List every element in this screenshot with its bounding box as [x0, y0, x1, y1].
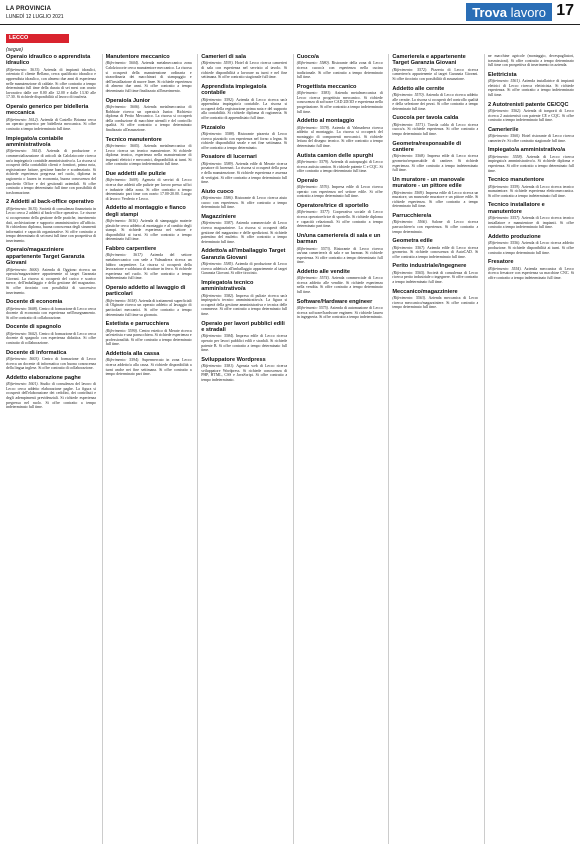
job-ad: [6, 54, 96, 100]
job-ad-body: [106, 144, 192, 167]
job-ad-reference: (Riferimento: 5606).: [105, 104, 141, 109]
job-ad-title: Manutentore meccanico: [105, 54, 170, 60]
job-ad-title: Addetto/a all'imballaggio Target Garanzia Giovani: [201, 248, 286, 261]
job-ad-text: ne macchine agricole (montaggio, decespugliatori, trasmissioni). Si offre contratto a tempo determinato full time con prospettiva di inserimento in azienda.: [487, 54, 574, 68]
job-ad-title: Parrucchiere/a: [392, 212, 432, 219]
job-ad-body: [106, 253, 192, 281]
job-ad: [488, 259, 574, 280]
job-ad-reference: (Riferimento: 5557).: [487, 216, 521, 221]
job-ad-reference: (Riferimento: 5608).: [6, 306, 38, 311]
job-ad-text: Azienda metalmeccanica di Lecco ricerca progettista meccanico. Si richiede conoscenza di software CAD 2D/3D e esperienza nella progettazione. Si offre contratto a tempo indeterminato full time.: [296, 91, 383, 114]
job-ad-body: [392, 68, 478, 82]
job-ad-reference: (Riferimento: 5571).: [392, 122, 426, 127]
trova-lavoro-brand: [466, 3, 552, 21]
publication-date: LUNEDÌ 12 LUGLIO 2021: [6, 14, 64, 20]
job-ad-reference: (Riferimento: 5568).: [392, 154, 426, 159]
job-ad-title: Tecnico installatore e manutentore: [487, 202, 545, 215]
job-ad-title: Elettricista: [487, 71, 517, 78]
job-ad-reference: (Riferimento: 5574).: [296, 276, 330, 281]
job-ad-reference: (Riferimento: 5576).: [296, 185, 330, 190]
job-ad: [106, 321, 192, 347]
job-ad-title: Docente di spagnolo: [6, 324, 62, 331]
job-ad: [106, 246, 192, 281]
job-ad: [297, 299, 383, 320]
job-ad-text: Azienda di Lecco ricerca tecnico installatore e manutentore di impianti. Si offre contratto a tempo indeterminato full time.: [487, 216, 574, 230]
job-ad-reference: (Riferimento: 5613).: [6, 67, 41, 72]
job-ad-body: [201, 364, 287, 382]
job-ad-text: Ristorante della zona di Lecco ricerca cuoco/a con esperienza nella cucina tradizionale. Si offre contratto a tempo determinato full time.: [296, 61, 383, 80]
job-ad-title: Camerieri/e: [487, 126, 519, 133]
job-ad-text: Azienda commerciale di Lecco ricerca magazziniere. La risorsa si occuperà della gestione del magazzino e delle spedizioni. Si richiede patentino del muletto. Si offre contratto a tempo determinato full time.: [201, 221, 288, 244]
job-ad-body: [6, 332, 96, 346]
job-ad-body: [106, 61, 192, 93]
job-ad-reference: (Riferimento: 5601).: [6, 382, 39, 387]
job-ad-body: [106, 178, 192, 201]
job-ad-title: Fresatore: [487, 259, 514, 266]
job-ad-body: [488, 109, 574, 123]
job-ad: [392, 54, 478, 82]
job-ad-title: Addetto/a alla cassa: [105, 351, 160, 357]
job-ad-reference: (Riferimento: 5588).: [201, 131, 236, 136]
job-ad: [392, 115, 478, 136]
job-ad: [106, 137, 192, 167]
job-ad-reference: (Riferimento: 5577).: [296, 210, 331, 215]
job-ad: [392, 238, 478, 259]
job-ad-reference: (Riferimento: 5590).: [105, 328, 138, 333]
job-ad-reference: (Riferimento: 5558).: [487, 154, 523, 159]
job-ad-body: [488, 185, 574, 199]
job-ad-reference: (Riferimento: 5569).: [392, 190, 425, 195]
job-ad-text: Impresa edile di Lecco ricerca operaio per lavori pubblici edili e stradali. Si richiede patente B. Si offre contratto a tempo determinato full time.: [201, 334, 288, 353]
job-ad-reference: (Riferimento: 5554).: [487, 266, 522, 271]
job-ad-reference: (Riferimento: 5570).: [392, 93, 425, 97]
job-ad-text: Azienda meccanica di Lecco ricerca fresatore con esperienza su macchine CNC. Si offre contratto a tempo indeterminato full time.: [487, 266, 574, 280]
listing-column: [102, 54, 192, 844]
job-ad-body: [392, 123, 478, 137]
job-ad-body: [488, 79, 574, 97]
job-ad-title: Cuoco/a per tavola calda: [392, 115, 459, 122]
job-ad-body: [297, 247, 383, 265]
job-ad: [488, 72, 574, 98]
job-ad-reference: (Riferimento: 5565).: [392, 270, 426, 275]
job-ad-body: [6, 268, 96, 296]
job-ad-body: [297, 126, 383, 149]
job-ad: [201, 189, 287, 210]
job-ad-title: Meccanico/magazziniere: [392, 288, 458, 295]
job-ad: [201, 154, 287, 184]
job-ad: [6, 199, 96, 243]
job-ad-text: Azienda di impianti idraulici, orientato il cliente Bellano, cerca qualificato idraulico e apprendista idraulico, con almeno due anni di esperienza nelle manutenzione di caldaie. Si offre contratto a tempo determinato full time della durata di sei mesi con orario lavorativo dalle ore 8.00 alle 12.00 e dalle 13.30 alle 17.30. Si richiede disponibilità al lavoro di trasferta.: [6, 67, 96, 100]
job-ad: [106, 54, 192, 94]
job-ad-title: Fabbro carpentiere: [105, 246, 157, 253]
job-ad-text: Centro di formazione di Lecco cerca docente di spagnolo con esperienza didattica. Si offre contratto di collaborazione.: [6, 331, 96, 346]
job-ad-reference: (Riferimento: 5589).: [201, 161, 234, 166]
job-ad-title: Sviluppatore Wordpress: [201, 356, 266, 363]
job-ad: [106, 171, 192, 201]
job-ad-body: [6, 382, 96, 410]
job-ad-text: Società di consulenza di Lecco ricerca perito industriale o ingegnere. Si offre contratto a tempo indeterminato full time.: [392, 270, 479, 284]
job-ad-body: [488, 216, 574, 230]
job-ad-text: Ristorante di Lecco ricerca un/una cameriere/a di sala e un barman. Si richiede esperienza. Si offre contratto a tempo determinato full time.: [296, 246, 383, 265]
job-ad-body: [201, 221, 287, 244]
job-ad-text: Pizzeria di Lecco ricerca cameriere/a appartenente al target Garanzia Giovani. Si offre tirocinio con possibilità di assunzione.: [392, 67, 479, 81]
job-ad-title: Operatore/trice di sportello: [296, 202, 369, 209]
job-ad-text: Azienda di Lecco ricerca un/a apprendista impiegato/a contabile. La risorsa si occuperà della registrazione prima nota e del supporto alla contabilità. Si richiede diploma di ragioneria. Si offre contratto di apprendistato full time.: [201, 97, 288, 120]
job-ad-reference: (Riferimento: 5556).: [487, 241, 521, 246]
job-ad-body: [488, 54, 574, 68]
job-ad-reference: (Riferimento: 5594).: [105, 358, 140, 363]
job-ad: [201, 321, 287, 353]
job-ad-body: [6, 68, 96, 100]
job-ad-body: [106, 219, 192, 242]
job-ad-body: [6, 207, 96, 244]
job-ad-text: Hotel di Lecco ricerca camerieri di sala con esperienza nel servizio al tavolo. Si richiede disponibilità a lavorare su turni e nel fine settimana. Si offre contratto stagionale full time.: [201, 61, 288, 80]
job-ad-title: 2 Addetti al back-office operativo: [6, 199, 94, 206]
job-ad-reference: (Riferimento: 5618).: [105, 298, 138, 303]
job-ad-title: Estetista e parrucchiera: [105, 321, 170, 328]
job-ad-reference: (Riferimento: 5602).: [6, 331, 38, 336]
job-ad-reference: (Riferimento: 5562).: [487, 108, 522, 113]
job-ad: [488, 102, 574, 123]
job-ad-reference: (Riferimento: 5561).: [487, 79, 521, 84]
job-ad-body: [6, 149, 96, 195]
job-ad-body: [201, 132, 287, 150]
job-ad-title: Tecnico manutentore: [105, 136, 162, 143]
job-ad: [392, 213, 478, 234]
job-ad-title: Docente di informatica: [6, 349, 67, 356]
job-ad-text: Impresa di pulizie ricerca un/a impiegato/a tecnico amministrativo/a. La figura si occuperà della gestione amministrativa e tecnica delle commesse. Si offre contratto a tempo determinato full time.: [201, 293, 288, 317]
job-ad-text: Centro di formazione di Lecco ricerca un docente di informatica con buona conoscenza della lingua inglese. Si offre contratto di collaborazione.: [6, 357, 96, 371]
job-ad-text: Azienda di produzione di Lecco ricerca addetto/a all'imballaggio appartenente al target Garanzia Giovani. Si offre tirocinio.: [201, 262, 288, 276]
job-ad: [106, 98, 192, 133]
job-ad-title: Pizzaiolo: [201, 124, 226, 131]
job-ad: [297, 118, 383, 148]
job-ad-text: Centro di formazione di Lecco cerca docente di economia con esperienza nell'insegnamento. Si offre contratto di collaborazione.: [6, 306, 96, 320]
job-ad-text: Impresa edile di Lecco ricerca geometra/responsabile di cantiere. Si richiede esperienza. Si offre contratto a tempo indeterminato full time.: [392, 154, 479, 173]
job-ad: [201, 280, 287, 317]
job-ad: [392, 289, 478, 310]
job-ad-body: [106, 299, 192, 317]
job-ad-text: Azienda di Lecco ricerca impiegato/a amministrativo/a. Si richiede diploma e esperienza. Si offre contratto a tempo determinato full time.: [487, 154, 574, 173]
job-ad-text: Agenzia web di Lecco ricerca sviluppatore Wordpress. Si richiede conoscenza di PHP, HTML, CSS e JavaScript. Si offre contratto a tempo indeterminato.: [201, 364, 288, 383]
job-ad-title: Addetto al montaggio e fianco degli stampi: [105, 205, 186, 218]
job-ad-reference: (Riferimento: 5572).: [392, 67, 428, 72]
job-ad-body: [6, 307, 96, 321]
job-ad-text: Centro estetico di Merate ricerca un'estetista e una parrucchiera. Si richiede esperienza e professionalità. Si offre contratto a tempo determinato full time.: [105, 328, 192, 347]
job-ad-title: Operaio/magazziniere appartenente Target Garanzia Giovani: [6, 247, 85, 267]
job-ad-text: Azienda di Lecco ricerca tecnico manutentore. Si richiede esperienza elettromeccanica. Si offre contratto a tempo indeterminato full time.: [487, 184, 574, 198]
job-ad-title: Cuoco/a: [296, 54, 319, 60]
job-ad: [6, 136, 96, 196]
job-ad-reference: (Riferimento: 5583).: [296, 91, 332, 96]
job-ad: [297, 203, 383, 229]
job-ad-body: [297, 210, 383, 228]
job-ad-text: Supermercato in zona Lecco ricerca addetto/a alla cassa. Si richiede disponibilità a turni anche nei fine settimana. Si offre contratto a tempo determinato part time.: [105, 358, 192, 377]
job-listings-columns: [6, 54, 574, 844]
job-ad-body: [297, 160, 383, 174]
job-ad-title: Due addetti alle pulizie: [105, 170, 166, 177]
job-ad-reference: (Riferimento: 5604).: [105, 61, 140, 66]
job-ad-reference: (Riferimento: 5614).: [6, 149, 42, 154]
job-ad-body: [106, 105, 192, 133]
job-ad: [297, 84, 383, 114]
job-ad-title: Addetto alle cernite: [392, 85, 445, 92]
page-header: [0, 0, 580, 30]
job-ad-reference: (Riferimento: 5603).: [6, 357, 40, 362]
job-ad-text: Azienda installatrice di impianti elettrici di Lecco ricerca elettricista. Si richiede esperienza. Si offre contratto a tempo indeterminato full time.: [487, 79, 574, 97]
job-ad-text: Azienda di trasporti di Lecco ricerca 2 autotrenisti con patente CE e CQC. Si offre contratto a tempo indeterminato full time.: [487, 108, 574, 123]
job-ad: [297, 269, 383, 295]
job-ad-text: Azienda di produzione e commercializzazione di articoli da Calolziocorte ricerca un/a impiegato/a contabile amministrativo/a. La risorsa si occuperà della contabilità clienti e fornitori, prima nota, registrazione fatture, gestione banche e scadenziario. Si richiede esperienza pregressa nel ruolo, diploma in ragioneria o laurea in economia, buona conoscenza del pacchetto Office e dei gestionali aziendali. Si offre contratto a tempo determinato full time con possibilità di trasformazione.: [6, 149, 96, 195]
job-ad-body: [201, 61, 287, 79]
job-ad-reference: (Riferimento: 5559).: [487, 184, 521, 189]
section-continued-label: (segue): [6, 47, 23, 53]
job-ad-reference: (Riferimento: 5575).: [296, 306, 329, 311]
job-ad-reference: (Riferimento: 5580).: [296, 61, 330, 66]
job-ad-title: Operaio generico per bidelleria meccanica: [6, 103, 89, 117]
job-ad: [201, 248, 287, 276]
job-ad: [106, 351, 192, 377]
job-ad-text: Azienda di automazione di Lecco ricerca software/hardware engineer. Si richiede laurea in ingegneria. Si offre contratto a tempo indeterminato.: [296, 306, 383, 320]
job-ad-body: [392, 271, 478, 285]
job-ad: [488, 147, 574, 173]
job-ad-reference: (Riferimento: 5578).: [296, 125, 330, 130]
job-ad-title: Perito industriale/ingegnere: [392, 263, 467, 270]
job-ad: [392, 86, 478, 112]
job-ad: [6, 104, 96, 132]
job-ad: [201, 125, 287, 151]
job-ad-text: Azienda di Lecco ricerca addetto alle cernite. La risorsa si occuperà del controllo qualità e della selezione dei pezzi. Si offre contratto a tempo determinato full time.: [392, 93, 479, 111]
job-ad-reference: (Riferimento: 5584).: [201, 334, 235, 339]
job-ad-reference: (Riferimento: 5560).: [487, 134, 521, 139]
job-ad-title: Addetto alle vendite: [296, 268, 350, 275]
job-ad-body: [297, 91, 383, 114]
job-ad-title: Addetto produzione: [487, 233, 541, 240]
job-ad: [392, 141, 478, 173]
job-ad-text: Salone di Lecco ricerca parrucchiere/a con esperienza. Si offre contratto a tempo determinato.: [392, 220, 479, 234]
job-ad-text: Hotel ristorante di Lecco ricerca camerieri/e. Si offre contratto stagionale full time.: [487, 134, 574, 143]
job-ad: [201, 84, 287, 121]
job-ad-title: Software/Hardware engineer: [296, 298, 373, 305]
job-ad-body: [392, 246, 478, 260]
brand-light: lavoro: [510, 5, 546, 20]
job-ad: [6, 299, 96, 320]
listing-column: [388, 54, 478, 844]
job-ad-text: Società di consulenza finanziaria in Lecco cerca 2 addetti al back-office operativo. Le risorse si occuperanno della gestione delle pratiche, inserimento dati, archiviazione e supporto amministrativo all'ufficio. Si richiedono diploma, buona conoscenza degli strumenti informatici e capacità organizzative. Si offre contratto a tempo determinato di sei mesi full time con prospettiva di inserimento.: [6, 206, 96, 243]
job-ad-text: Azienda metalmeccanica di Robbiate ricerca un operaio/a Junior. Richiesto diploma di Perito Meccanico. La risorsa si occuperà della conduzione di macchine utensili e del controllo qualità. Si offre contratto a tempo determinato finalizzato all'assunzione.: [105, 104, 192, 132]
job-ad-text: Azienda di Oggiono ricerca un operaio/magazziniere appartenente al target Garanzia Giovani. La risorsa si occuperà del carico e scarico merce, dell'imballaggio e della gestione del magazzino. Si offre tirocinio con possibilità di successivo inserimento.: [6, 267, 96, 295]
job-ad-title: Operaio addetto al lavaggio di particolari: [105, 285, 186, 298]
job-ad: [488, 127, 574, 144]
job-ad-body: [6, 118, 96, 132]
job-ad: [6, 324, 96, 345]
job-ad-body: [201, 262, 287, 276]
job-ad-title: Cameriere/a e appartenente Target Garanzia Giovani: [392, 54, 466, 67]
job-ad-body: [201, 334, 287, 352]
job-ad-title: Un muratore - un manovale muratore - un pittore edile: [392, 176, 465, 190]
job-ad-text: Azienda di trattamenti superficiali di Olginate ricerca un operaio addetto al lavaggio di particolari meccanici. Si offre contratto a tempo determinato full time su giornata.: [105, 298, 192, 317]
job-ad-text: Tavola calda di Lecco ricerca cuoco/a. Si richiede esperienza. Si offre contratto a tempo determinato full time.: [392, 122, 479, 136]
job-ad-body: [392, 93, 478, 111]
page-number: 17: [556, 2, 574, 19]
listing-column: [293, 54, 383, 844]
job-ad-title: Progettista meccanico: [296, 83, 357, 90]
job-ad-text: Azienda edile di Lecco ricerca geometra. Si richiede conoscenza di AutoCAD. Si offre contratto a tempo indeterminato full time.: [392, 245, 479, 259]
job-ad: [6, 247, 96, 295]
job-ad-body: [106, 358, 192, 376]
job-ad-reference: (Riferimento: 5592).: [201, 97, 235, 102]
job-ad-title: Apprendista impiegato/a contabile: [201, 83, 267, 97]
job-ad-body: [488, 241, 574, 255]
job-ad-text: Azienda meccanica di Lecco ricerca meccanico/magazziniere. Si offre contratto a tempo determinato full time.: [392, 295, 479, 310]
job-ad-title: Operaio idraulico o apprendista idraulico: [6, 54, 91, 67]
job-ad: [297, 153, 383, 174]
job-ad-title: 2 Autotrenisti patente CE/CQC: [487, 101, 569, 108]
job-ad-text: Azienda metalmeccanica di Lecco ricerca un tecnico manutentore. Si richiede diploma tecnico, esperienza nella manutenzione di impianti elettrici e meccanici, disponibilità ai turni. Si offre contratto a tempo indeterminato full time.: [105, 143, 192, 167]
job-ad-text: Azienda commerciale di Lecco ricerca addetto alle vendite. Si richiede esperienza nella vendita. Si offre contratto a tempo determinato full time.: [296, 276, 383, 295]
job-ad-text: Azienda di Castello Brianza cerca un operaio generico per bidelleria meccanica. Si offre contratto a tempo indeterminato full time.: [6, 117, 96, 131]
job-ad-text: Azienda metalmeccanica zona Calolziocorte cerca manutentore meccanico. La risorsa si occuperà della manutenzione ordinaria e straordinaria dei macchinari di stampaggio e dell'installazione di nuove linee. Si richiede esperienza di almeno due anni. Si offre contratto a tempo determinato full time finalizzato all'inserimento.: [105, 61, 192, 93]
job-ad-reference: (Riferimento: 5582).: [201, 293, 235, 298]
job-ad-body: [392, 220, 478, 234]
job-ad: [201, 54, 287, 80]
job-ad-reference: (Riferimento: 5587).: [201, 221, 235, 226]
job-ad-reference: (Riferimento: 5567).: [392, 245, 426, 250]
job-ad-title: Magazziniere: [201, 213, 237, 220]
job-ad-title: Camerieri di sala: [201, 54, 246, 60]
job-ad-body: [6, 357, 96, 371]
section-tag: LECCO: [6, 34, 69, 43]
job-ad-body: [297, 185, 383, 199]
job-ad-reference: (Riferimento: 5593).: [201, 61, 234, 66]
job-ad: [392, 263, 478, 284]
job-ad-body: [201, 294, 287, 317]
job-ad: [6, 350, 96, 371]
job-ad-reference: (Riferimento: 5566).: [392, 220, 428, 225]
job-ad-text: Azienda di Lecco ricerca addetto produzione. Si richiede disponibilità ai turni. Si offre contratto a tempo determinato full time.: [487, 241, 574, 255]
job-ad-body: [488, 134, 574, 143]
job-ad: [488, 54, 574, 68]
job-ad-title: Geometra/responsabile di cantiere: [392, 140, 462, 153]
job-ad-text: Ristorante di Lecco ricerca aiuto cuoco con esperienza. Si offre contratto a tempo determinato full time.: [201, 196, 288, 210]
brand-bold: Trova: [472, 5, 507, 20]
job-ad-text: Azienda del settore metalmeccanico con sede a Valmadrera ricerca un fabbro carpentiere. La risorsa si occuperà della lavorazione e saldatura di strutture in ferro. Si richiede esperienza nel ruolo. Si offre contratto a tempo indeterminato full time.: [105, 253, 192, 281]
job-ad-title: Impiegato/a amministrativo/a: [487, 147, 566, 154]
job-ad-title: Addetto elaborazione paghe: [6, 374, 81, 381]
job-ad: [488, 202, 574, 230]
job-ad-reference: (Riferimento: 5616).: [105, 219, 139, 224]
job-ad-text: Ristorante pizzeria di Lecco ricerca pizzaiolo con esperienza nel forno a legna. Si richiede disponibilità serale e nei fine settimana. Si offre contratto a tempo determinato.: [201, 131, 288, 150]
listing-column: [6, 54, 96, 844]
job-ad-body: [392, 191, 478, 209]
job-ad-reference: (Riferimento: 5586).: [201, 196, 234, 201]
job-ad: [488, 177, 574, 198]
job-ad-body: [201, 98, 287, 121]
job-ad: [297, 178, 383, 199]
job-ad-title: Docente di economia: [6, 299, 63, 306]
job-ad-title: Addetto al montaggio: [296, 118, 355, 125]
job-ad-text: Impresa edile di Lecco ricerca un muratore, un manovale muratore e un pittore edile. Si richiede esperienza. Si offre contratto a tempo determinato full time.: [392, 190, 479, 209]
job-ad-body: [297, 276, 383, 294]
job-ad-title: Geometra edile: [392, 238, 433, 245]
job-ad-text: Azienda di stampaggio materie plastiche cerca addetto al montaggio e al cambio degli stampi. Si richiede esperienza nel settore e disponibilità ai turni. Si offre contratto a tempo determinato full time.: [105, 219, 192, 242]
job-ad-title: Impiegato/a contabile amministrativo/a: [6, 135, 64, 148]
job-ad-title: Autista camion delle spurghi: [296, 152, 374, 159]
job-ad-text: Agenzia di servizi di Lecco ricerca due addetti alle pulizie per lavoro presso uffici e industrie della zona. Si offre contratto a tempo determinato part time con orario 17.00-20.00. Luogo di lavoro: Verderio e Lecco.: [105, 178, 192, 201]
job-ad-body: [488, 155, 574, 173]
job-ad: [201, 357, 287, 383]
job-ad: [488, 234, 574, 255]
job-ad-title: Tecnico manutentore: [487, 177, 545, 184]
job-ad-body: [201, 162, 287, 185]
job-ad-reference: (Riferimento: 5573).: [296, 246, 331, 251]
job-ad-body: [297, 61, 383, 79]
job-ad: [297, 233, 383, 265]
job-ad-text: Azienda di autospurghi di Lecco ricerca autista camion. Si richiede patente C e CQC. Si offre contratto a tempo determinato full time.: [296, 159, 383, 174]
job-ad-title: Operaio: [296, 177, 318, 184]
job-ad-title: Un/una cameriere/a di sala e un barman: [296, 232, 381, 246]
job-ad-title: Posatore di lucernari: [201, 154, 257, 161]
job-ad-body: [201, 196, 287, 210]
job-ad-title: Aiuto cuoco: [201, 188, 234, 195]
job-ad-reference: (Riferimento: 5612).: [6, 117, 39, 122]
job-ad-body: [297, 306, 383, 320]
job-ad-reference: (Riferimento: 5581).: [201, 364, 235, 369]
job-ad-reference: (Riferimento: 5605).: [105, 143, 141, 148]
job-ad-reference: (Riferimento: 5609).: [105, 178, 140, 183]
job-ad-text: Impresa edile di Lecco ricerca operaio con esperienza nel settore edile. Si offre contratto a tempo determinato full time.: [296, 185, 383, 199]
job-ad-text: Azienda di Valmadrera ricerca addetto al montaggio. La risorsa si occuperà del montaggio di componenti meccanici. Si richiede lettura del disegno tecnico. Si offre contratto a tempo determinato full time.: [296, 125, 383, 148]
job-ad-reference: (Riferimento: 5579).: [296, 159, 330, 164]
job-ad-reference: (Riferimento: 5617).: [105, 253, 144, 258]
job-ad-reference: (Riferimento: 5600).: [6, 267, 40, 272]
job-ad: [106, 205, 192, 242]
job-ad: [106, 285, 192, 317]
job-ad-title: Operaio/a Junior: [105, 97, 151, 104]
job-ad-text: Cooperativa sociale di Lecco ricerca operatore/trice di sportello. Si richiede diploma e capacità relazionali. Si offre contratto a tempo determinato part time.: [296, 210, 383, 229]
job-ad: [6, 375, 96, 410]
job-ad-title: Impiegato/a tecnico amministrativo/a: [201, 279, 254, 293]
header-rule: [0, 24, 580, 25]
job-ad-text: Studio di consulenza del lavoro di Lecco cerca addetto elaborazione paghe. La figura si occuperà dell'elaborazione dei cedolini, dei contributi e degli adempimenti previdenziali. Si richiede esperienza pregressa nel ruolo. Si offre contratto a tempo indeterminato full time.: [6, 382, 96, 410]
job-ad-title: Operaio per lavori pubblici edili e stradali: [201, 320, 285, 334]
listing-column: [484, 54, 574, 844]
job-ad-reference: (Riferimento: 5563).: [392, 295, 427, 300]
job-ad-reference: (Riferimento: 5585).: [201, 262, 234, 267]
job-ad: [297, 54, 383, 80]
job-ad-body: [488, 267, 574, 281]
job-ad: [392, 177, 478, 209]
job-ad-text: Azienda edile di Merate ricerca posatore di lucernari. La risorsa si occuperà della posa e della manutenzione. Si richiede esperienza e assenza di vertigini. Si offre contratto a tempo determinato full time.: [201, 161, 288, 185]
job-ad-body: [392, 296, 478, 310]
job-ad: [201, 214, 287, 244]
listing-column: [197, 54, 287, 844]
job-ad-body: [392, 154, 478, 172]
publication-name: LA PROVINCIA: [6, 6, 52, 12]
job-ad-body: [106, 329, 192, 347]
job-ad-reference: (Riferimento: 5615).: [6, 206, 39, 211]
